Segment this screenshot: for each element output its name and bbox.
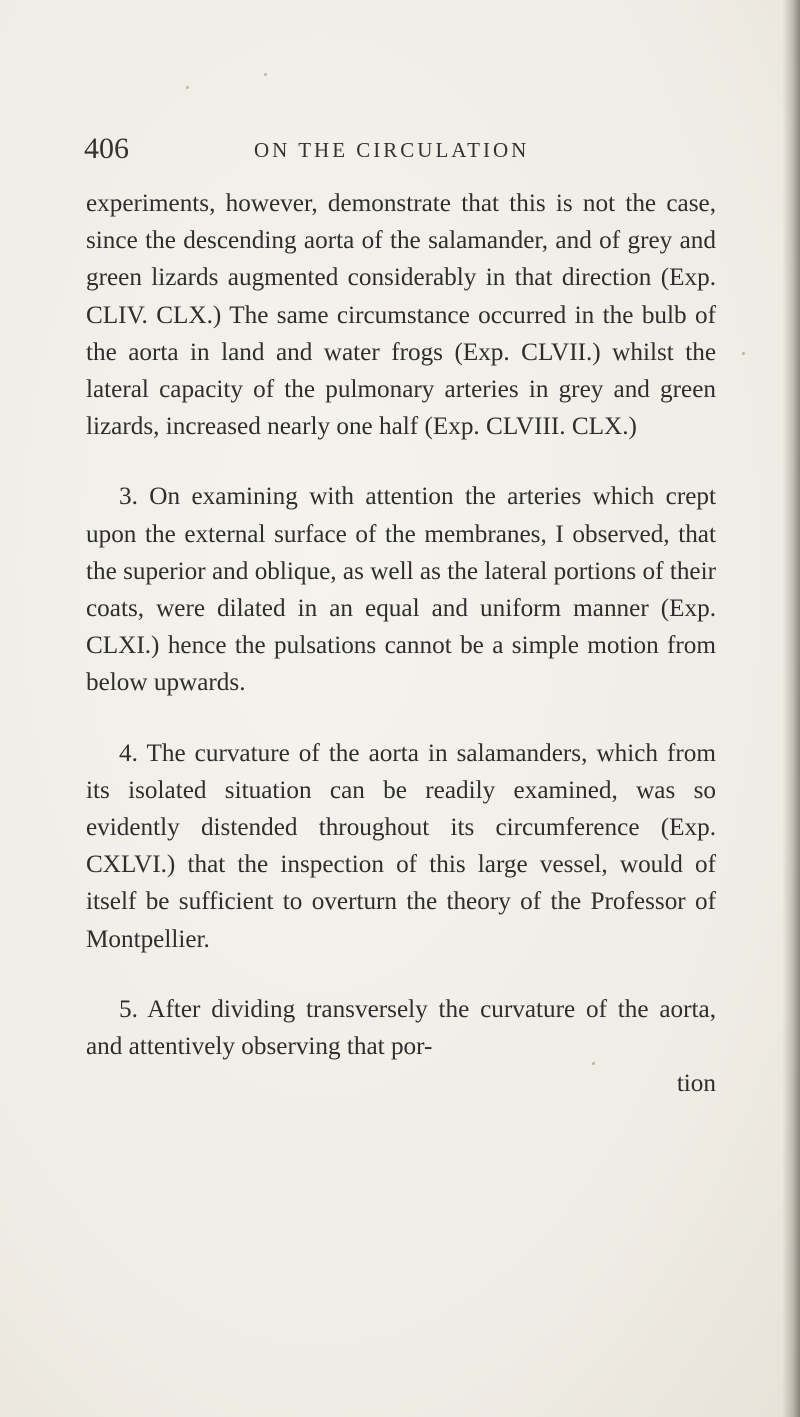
paper-speck bbox=[742, 352, 745, 355]
paper-speck bbox=[264, 73, 267, 76]
paragraph-4: 5. After dividing transversely the curvature of the aorta, and attentively observing that por- bbox=[86, 995, 716, 1061]
page-number: 406 bbox=[84, 132, 129, 165]
catchword: tion bbox=[676, 1070, 716, 1098]
running-title: ON THE CIRCULATION bbox=[254, 138, 530, 162]
body-text bbox=[86, 185, 716, 1102]
page-header bbox=[84, 132, 724, 172]
page-edge-shadow bbox=[782, 0, 800, 1417]
paragraph-2: 3. On examining with attention the arteries which crept upon the external surface of the membranes, I observed, that the superior and oblique, as well as the lateral portions of their coats, were dilated in an equal and uniform manner (Exp. CLXI.) hence the pulsations cannot be a simple motion from below upwards. bbox=[86, 483, 716, 697]
paper-speck bbox=[592, 1062, 595, 1065]
paper-speck bbox=[186, 86, 189, 89]
paragraph-1: experiments, however, demonstrate that this is not the case, since the descending aorta of the salamander, and of grey and green lizards augmented considerably in that direction (Exp. CLIV. CLX.) The same circumstance occurred in the bulb of the aorta in land and water frogs (Exp. CLVII.) whilst the lateral capacity of the pulmonary arteries in grey and green lizards, increased nearly one half (Exp. CLVIII. CLX.) bbox=[86, 190, 716, 441]
paragraph-3: 4. The curvature of the aorta in salamanders, which from its isolated situation can be readily examined, was so evidently distended throughout its circumference (Exp. CXLVI.) that the inspection of this large vessel, would of itself be sufficient to overturn the theory of the Professor of Montpellier. bbox=[86, 739, 716, 953]
